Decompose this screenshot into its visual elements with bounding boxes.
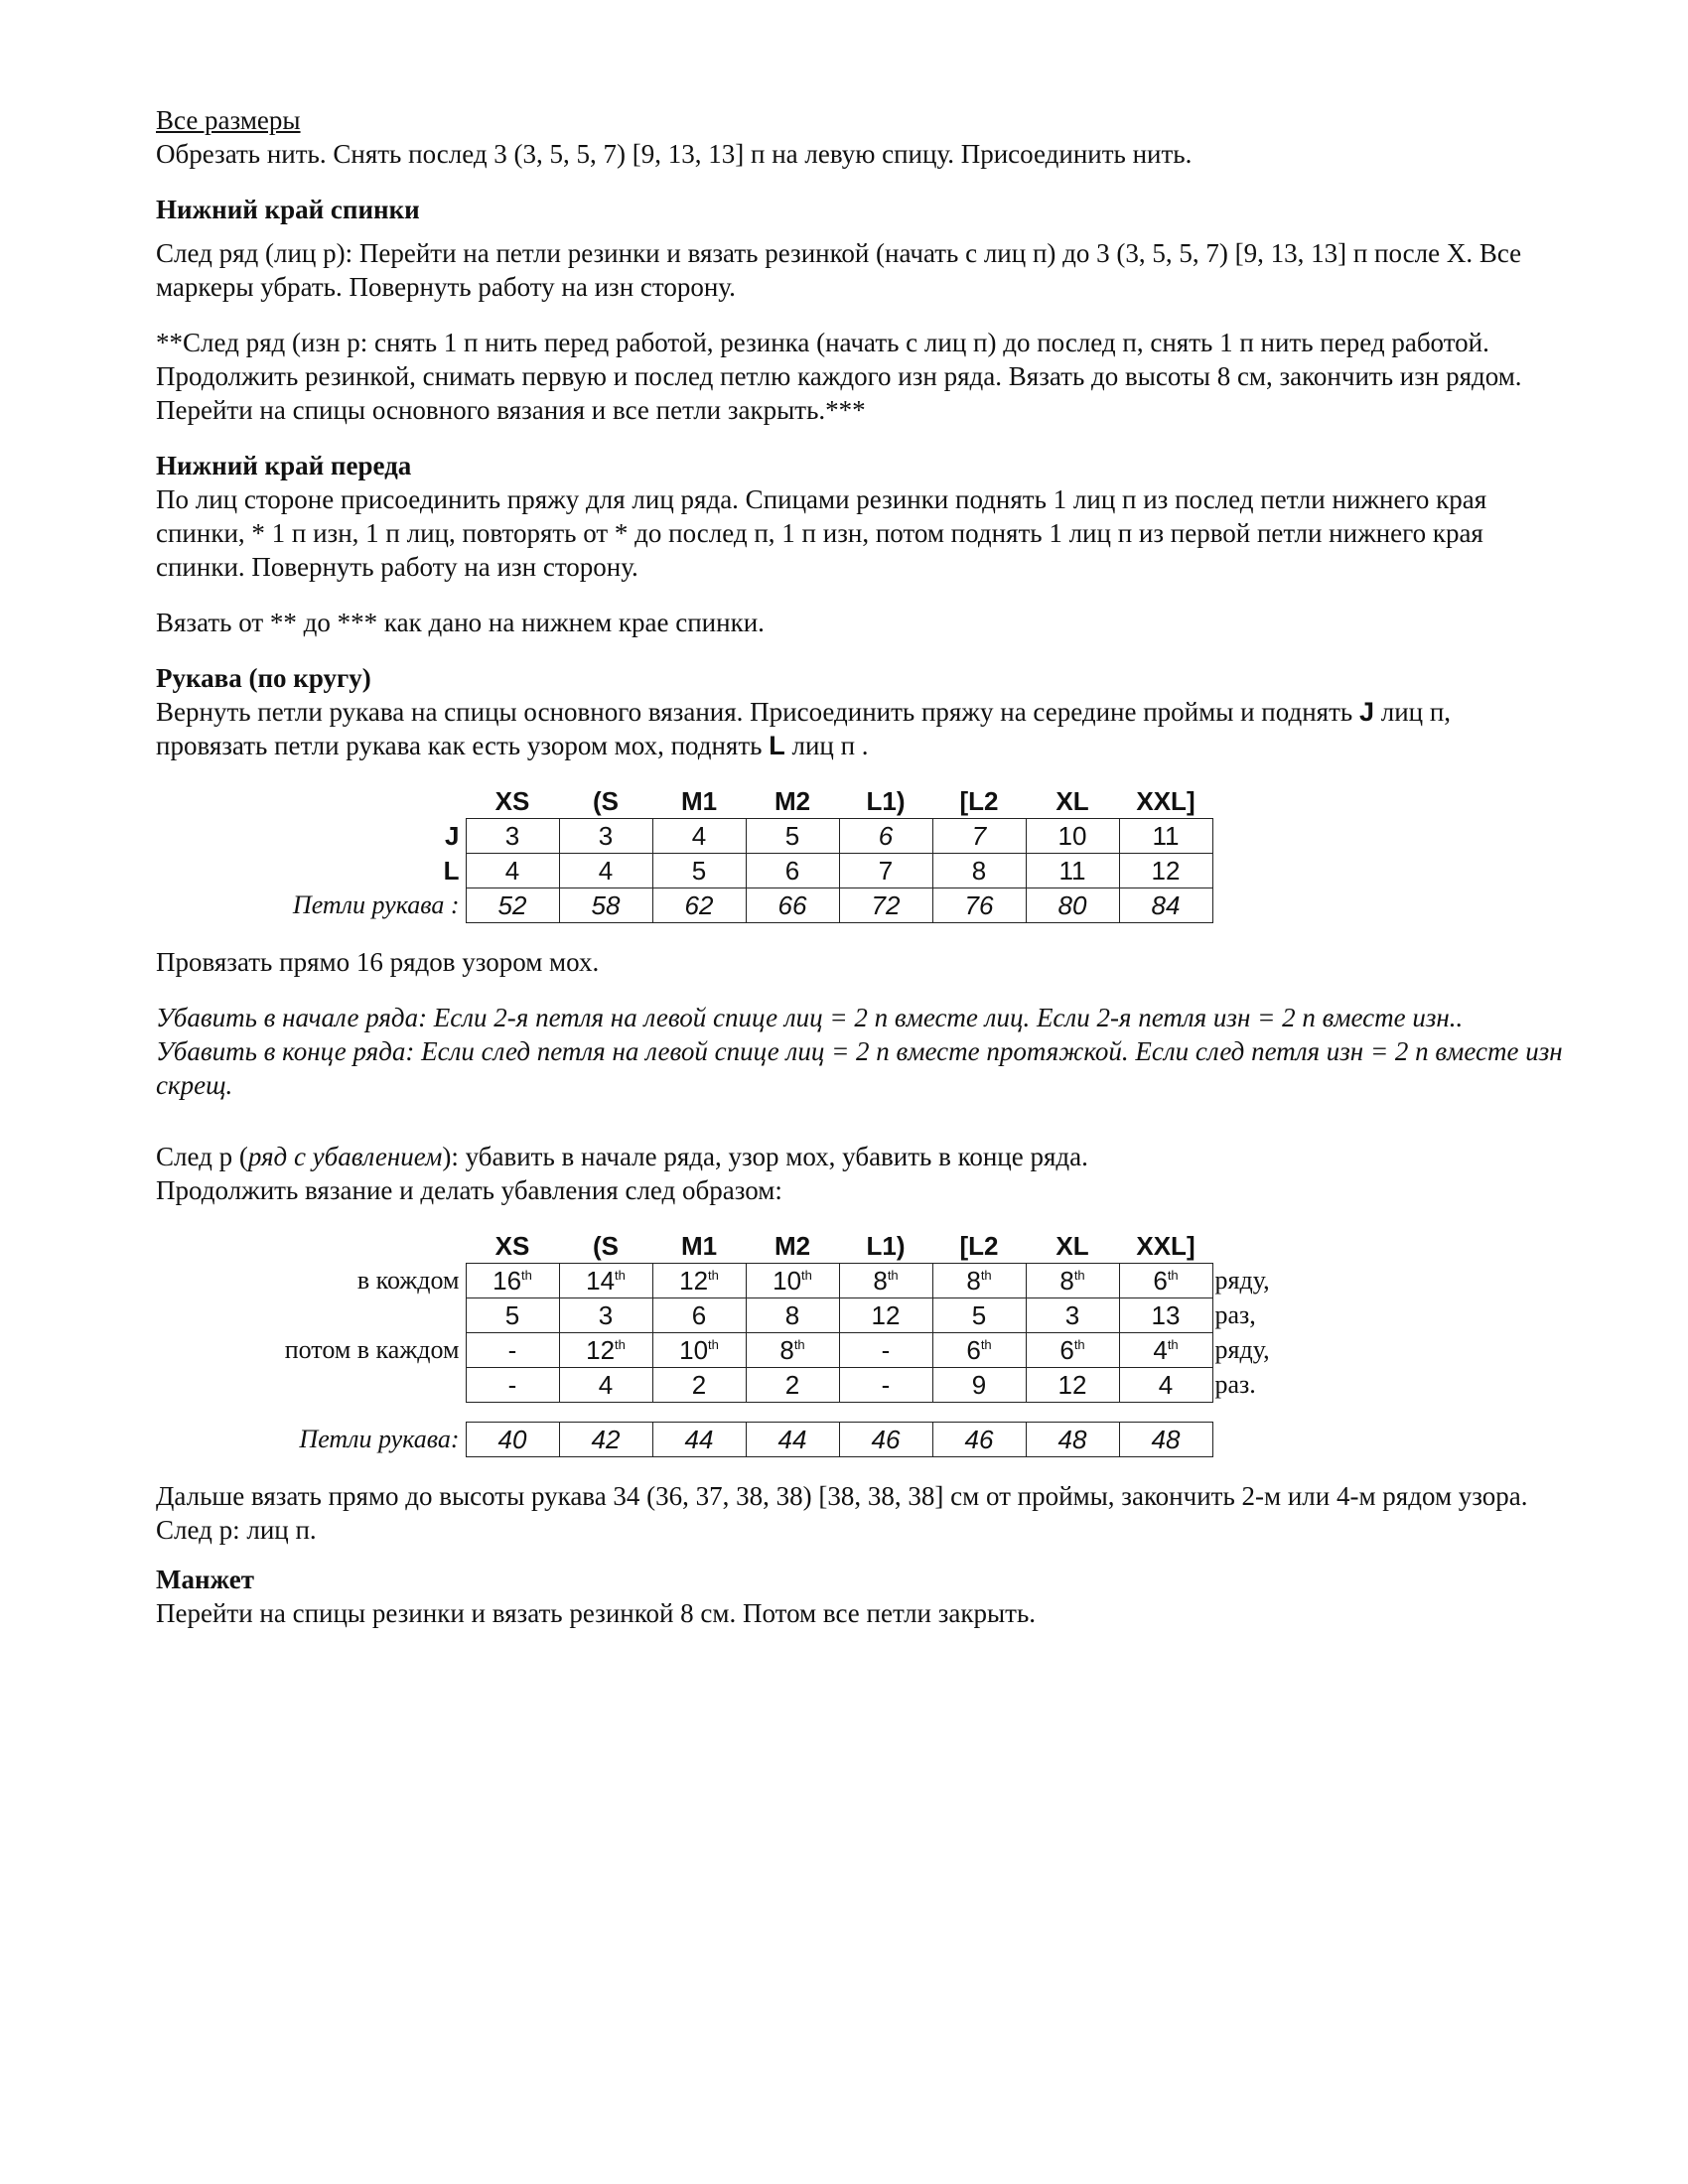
all-sizes-line: Обрезать нить. Снять послед 3 (3, 5, 5, 7) [9, 13, 13] п на левую спицу. Присоединить нить. [156,139,1193,169]
row-suffix: раз, [1214,1300,1256,1329]
table-cell: 12 [1026,1368,1119,1403]
table-cell: 5 [652,854,746,888]
row-label: потом в каждом [284,1335,460,1364]
table-cell: 3 [559,819,652,854]
size-header: XL [1055,785,1089,816]
size-header: XS [494,785,530,816]
all-sizes-heading: Все размеры [156,105,301,135]
sleeves-para1 [156,695,1566,762]
table-cell: 6th [1026,1333,1119,1368]
sleeves-para3-b: ): убавить в начале ряда, узор мох, убавить в конце ряда. [442,1142,1088,1171]
cuff-para1: Перейти на спицы резинки и вязать резинкой 8 см. Потом все петли закрыть. [156,1598,1037,1628]
sleeves-para5: Дальше вязать прямо до высоты рукава 34 (36, 37, 38, 38) [38, 38, 38] см от проймы, закончить 2-м или 4-м рядом узора. [156,1481,1528,1511]
sleeve-stitch-table [247,784,1213,923]
table-cell: 11 [1119,819,1212,854]
table-cell: 5 [466,1298,559,1333]
table-cell: 4 [466,854,559,888]
table-cell: 10 [1026,819,1119,854]
sleeves-para6: След р: лиц п. [156,1515,317,1545]
table-cell: 4th [1119,1333,1212,1368]
table-cell: 6 [652,1298,746,1333]
document-page [156,103,1566,1630]
size-header: (S [593,1230,619,1261]
table-cell: 42 [559,1423,652,1457]
table-cell: 6th [1119,1264,1212,1298]
table-cell: 5 [932,1298,1026,1333]
table-cell: 6th [932,1333,1026,1368]
table-cell: 40 [466,1423,559,1457]
table-cell: 13 [1119,1298,1212,1333]
table-row [247,854,1212,888]
size-header: XXL] [1136,785,1196,816]
decrease-table [247,1229,1295,1457]
table-cell: 16th [466,1264,559,1298]
back-hem-para3: Продолжить резинкой, снимать первую и послед петлю каждого изн ряда. Вязать до высоты 8 см, закончить изн рядом. Перейти на спицы основного вязания и все петли закрыть.*** [156,361,1522,425]
size-header: M1 [680,1230,718,1261]
table-row [247,1333,1295,1368]
table-cell: 44 [746,1423,839,1457]
size-header: [L2 [959,1230,999,1261]
table-cell: 14th [559,1264,652,1298]
table-cell: 12 [839,1298,932,1333]
sleeves-para2: Провязать прямо 16 рядов узором мох. [156,947,600,977]
table-row [247,1368,1295,1403]
row-label: Петли рукава: [299,1425,460,1453]
table-cell: 6 [746,854,839,888]
table-row [247,1264,1295,1298]
table-cell: 12th [652,1264,746,1298]
table-cell: 8th [932,1264,1026,1298]
table-cell: 9 [932,1368,1026,1403]
size-header: M2 [774,785,811,816]
decrease-start-note: Убавить в начале ряда: Если 2-я петля на левой спице лиц = 2 п вместе лиц. Если 2-я петля изн = 2 п вместе изн.. [156,1003,1464,1032]
sleeves-para1-b: лиц п, провязать петли рукава как есть узором мох, поднять [156,697,1452,760]
sleeves-para3 [156,1140,1566,1173]
table-cell: 2 [652,1368,746,1403]
table-cell: 12 [1119,854,1212,888]
sleeves-para3-italic: ряд с убавлением [247,1142,443,1171]
table-cell: 2 [746,1368,839,1403]
table-cell: 46 [932,1423,1026,1457]
sleeves-para1-a: Вернуть петли рукава на спицы основного вязания. Присоединить пряжу на середине проймы и поднять [156,697,1359,727]
table-cell: 10th [652,1333,746,1368]
size-header: M1 [680,785,718,816]
size-header: XXL] [1136,1230,1196,1261]
table-cell: 8 [746,1298,839,1333]
decrease-end-note: Убавить в конце ряда: Если след петля на левой спице лиц = 2 п вместе протяжкой. Если след петля изн = 2 п вместе изн скрещ. [156,1036,1563,1100]
table-cell: 4 [1119,1368,1212,1403]
row-suffix: ряду, [1214,1335,1270,1364]
table-row [247,819,1212,854]
table-cell: 44 [652,1423,746,1457]
table-row [247,1423,1295,1457]
row-label: в кождом [356,1266,460,1295]
cuff-heading: Манжет [156,1565,255,1594]
table-header-row [247,1229,1295,1264]
table-cell: - [466,1368,559,1403]
table-cell: 4 [559,854,652,888]
table-cell: 46 [839,1423,932,1457]
sleeves-para1-c: лиц п . [784,731,869,760]
row-label: J [445,820,460,851]
table-cell: 58 [559,888,652,923]
table-cell: 80 [1026,888,1119,923]
sleeves-para1-l: L [769,731,785,760]
size-header: XS [494,1230,530,1261]
table-cell: 11 [1026,854,1119,888]
sleeves-heading: Рукава (по кругу) [156,663,371,693]
table-cell: - [466,1333,559,1368]
table-cell: 62 [652,888,746,923]
size-header: L1) [866,1230,906,1261]
table-cell: 3 [1026,1298,1119,1333]
table-cell: 66 [746,888,839,923]
sleeves-para1-j: J [1358,697,1374,727]
front-hem-para1: По лиц стороне присоединить пряжу для лиц ряда. Спицами резинки поднять 1 лиц п из послед петли нижнего края спинки, * 1 п изн, 1 п лиц, повторять от * до послед п, 1 п изн, потом поднять 1 лиц п из первой петли нижнего края спинки. Повернуть работу на изн сторону. [156,484,1487,582]
table-cell: 4 [559,1368,652,1403]
table-cell: 48 [1119,1423,1212,1457]
table-cell: 3 [559,1298,652,1333]
table-cell: 76 [932,888,1026,923]
table-cell: - [839,1368,932,1403]
front-hem-para2: Вязать от ** до *** как дано на нижнем крае спинки. [156,608,765,637]
table-cell: 12th [559,1333,652,1368]
front-hem-heading: Нижний край переда [156,451,412,480]
table-cell: 48 [1026,1423,1119,1457]
table-cell: 8th [1026,1264,1119,1298]
table-cell: - [839,1333,932,1368]
table-cell: 52 [466,888,559,923]
table-cell: 7 [839,854,932,888]
size-header: XL [1055,1230,1089,1261]
back-hem-para1: След ряд (лиц р): Перейти на петли резинки и вязать резинкой (начать с лиц п) до 3 (3, 5, 5, 7) [9, 13, 13] п после X. Все маркеры убрать. Повернуть работу на изн сторону. [156,238,1522,302]
table-cell: 4 [652,819,746,854]
row-suffix: раз. [1214,1370,1256,1399]
table-row [247,888,1212,923]
table-cell: 8th [746,1333,839,1368]
size-header: [L2 [959,785,999,816]
size-header: (S [593,785,619,816]
back-hem-heading: Нижний край спинки [156,195,420,224]
table-cell: 5 [746,819,839,854]
table-row [247,1298,1295,1333]
table-cell: 6 [839,819,932,854]
sleeves-para4: Продолжить вязание и делать убавления след образом: [156,1175,782,1205]
row-label: Петли рукава : [292,890,460,919]
table-cell: 7 [932,819,1026,854]
table-cell: 72 [839,888,932,923]
size-header: M2 [774,1230,811,1261]
table-cell: 8th [839,1264,932,1298]
table-header-row [247,784,1212,819]
back-hem-para2: **След ряд (изн р: снять 1 п нить перед работой, резинка (начать с лиц п) до послед п, снять 1 п нить перед работой. [156,328,1489,357]
row-suffix: ряду, [1214,1266,1270,1295]
table-cell: 8 [932,854,1026,888]
size-header: L1) [866,785,906,816]
table-cell: 84 [1119,888,1212,923]
sleeves-para3-a: След р ( [156,1142,248,1171]
row-label: L [443,855,460,886]
table-cell: 10th [746,1264,839,1298]
table-cell: 3 [466,819,559,854]
